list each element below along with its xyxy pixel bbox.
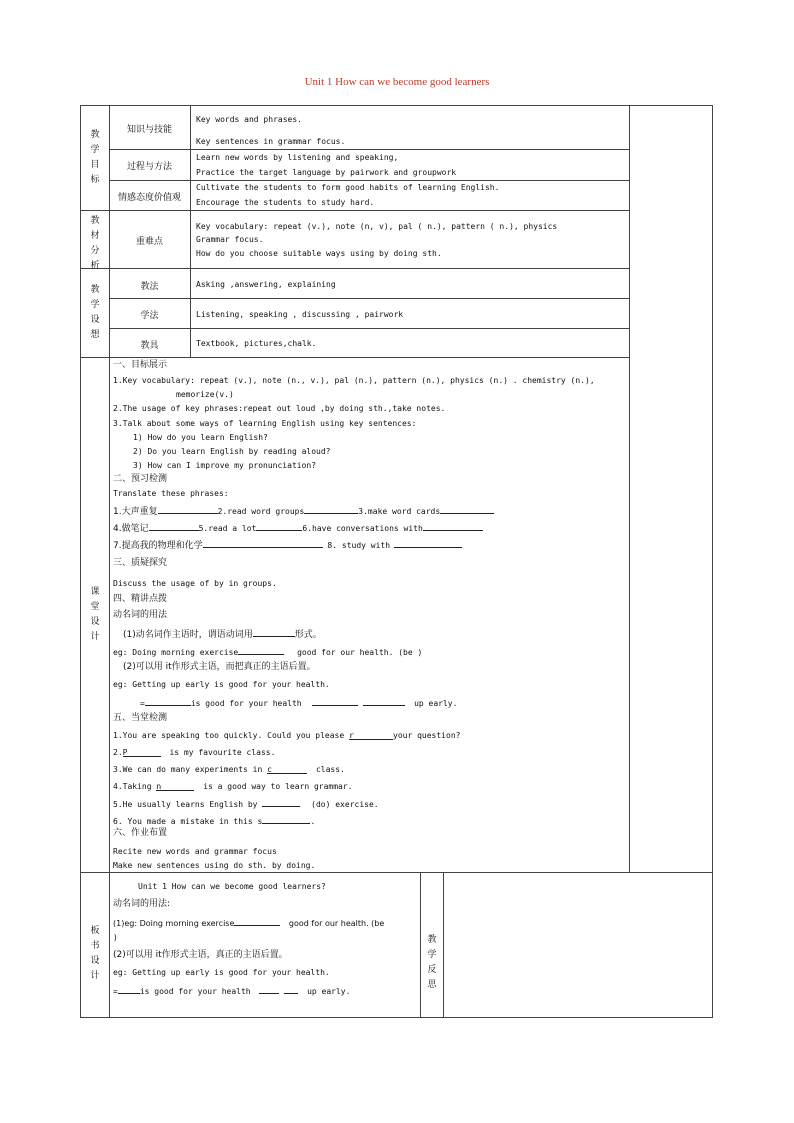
key-difficult-points-label: 重难点 <box>135 237 163 247</box>
process-method-label: 过程与方法 <box>126 162 172 172</box>
attitude-values-label: 情感态度价值观 <box>117 193 181 203</box>
homework-line-2: Make new sentences using do sth. by doing. <box>113 861 316 870</box>
test-item-6: 6. You made a mistake in this s . <box>113 817 316 826</box>
gerund-example-3: = is good for your health up early. <box>140 699 458 708</box>
board-line-1: (1)eg: Doing morning exercise good for our health. (be <box>113 919 385 928</box>
objective-line-2: 2.The usage of key phrases:repeat out loud ,by doing sth.,take notes. <box>113 404 446 413</box>
attitude-line-1: Cultivate the students to form good habits of learning English. <box>196 183 500 192</box>
gerund-example-1: eg: Doing morning exercise good for our health. (be ) <box>113 648 423 657</box>
analysis-label: 教材分析 <box>90 216 100 271</box>
section-2-heading: 二、预习检测 <box>113 474 168 484</box>
test-item-4: 4.Taking n is a good way to learn grammar. <box>113 782 353 791</box>
board-line-4: = is good for your health up early. <box>113 987 351 996</box>
homework-line-1: Recite new words and grammar focus <box>113 847 277 856</box>
teaching-method-text: Asking ,answering, explaining <box>196 280 336 289</box>
board-line-3: eg: Getting up early is good for your health. <box>113 968 330 977</box>
analysis-line-1: Key vocabulary: repeat (v.), note (n, v), pal ( n.), pattern ( n.), physics <box>196 222 558 231</box>
test-item-3: 3.We can do many experiments in c class. <box>113 765 345 774</box>
phrase-row-3: 7.提高我的物理和化学 8. study with <box>113 539 462 551</box>
objective-line-1: 1.Key vocabulary: repeat (v.), note (n., v.), pal (n.), pattern (n.), physics (n.) . chemistry (n.), <box>113 376 595 385</box>
gerund-example-2: eg: Getting up early is good for your health. <box>113 680 330 689</box>
discuss-line: Discuss the usage of by in groups. <box>113 579 277 588</box>
process-line-2: Practice the target language by pairwork and groupwork <box>196 168 457 177</box>
board-title: Unit 1 How can we become good learners? <box>138 882 326 891</box>
question-1: 1) How do you learn English? <box>133 433 268 442</box>
attitude-line-2: Encourage the students to study hard. <box>196 198 375 207</box>
board-gerund-heading: 动名词的用法: <box>113 899 171 909</box>
question-2: 2) Do you learn English by reading aloud? <box>133 447 331 456</box>
learning-method-label: 学法 <box>140 311 159 321</box>
section-5-heading: 五、当堂检测 <box>113 713 168 723</box>
knowledge-skills-label: 知识与技能 <box>126 125 172 135</box>
test-item-5: 5.He usually learns English by (do) exercise. <box>113 800 379 809</box>
section-1-heading: 一、目标展示 <box>113 360 168 370</box>
section-6-heading: 六、作业布置 <box>113 828 168 838</box>
translate-instruction: Translate these phrases: <box>113 489 229 498</box>
test-item-1: 1.You are speaking too quickly. Could you please r your question? <box>113 731 461 740</box>
test-item-2: 2.P is my favourite class. <box>113 748 276 757</box>
page-title: Unit 1 How can we become good learners <box>304 76 490 88</box>
assumptions-label: 教学设想 <box>90 285 100 340</box>
teaching-aids-text: Textbook, pictures,chalk. <box>196 339 317 348</box>
teaching-method-label: 教法 <box>140 282 159 292</box>
phrase-row-1: 1.大声重复 2.read word groups 3.make word cards <box>113 505 494 517</box>
section-3-heading: 三、质疑探究 <box>113 558 168 568</box>
learning-method-text: Listening, speaking , discussing , pairwork <box>196 310 404 319</box>
analysis-line-3: How do you choose suitable ways using by doing sth. <box>196 249 442 258</box>
gerund-rule-2: (2)可以用 it作形式主语，而把真正的主语后置。 <box>123 662 316 672</box>
gerund-rule-1: (1)动名词作主语时，谓语动词用 形式。 <box>123 630 322 640</box>
teaching-aids-label: 教具 <box>140 341 159 351</box>
section-4-heading: 四、精讲点拨 <box>113 594 168 604</box>
gerund-heading: 动名词的用法 <box>113 610 168 620</box>
board-line-1-close: ) <box>113 933 118 942</box>
board-design-label: 板书设计 <box>90 926 100 981</box>
board-line-2: (2)可以用 it作形式主语，真正的主语后置。 <box>113 950 288 960</box>
objective-line-1b: memorize(v.) <box>176 390 234 399</box>
analysis-line-2: Grammar focus. <box>196 235 264 244</box>
knowledge-line-1: Key words and phrases. <box>196 115 302 124</box>
objectives-label: 教学目标 <box>90 130 100 185</box>
reflection-label: 教学反思 <box>427 935 437 990</box>
phrase-row-2: 4.做笔记 5.read a lot 6.have conversations with <box>113 522 483 534</box>
knowledge-line-2: Key sentences in grammar focus. <box>196 137 346 146</box>
design-label: 课堂设计 <box>90 587 100 642</box>
objective-line-3: 3.Talk about some ways of learning English using key sentences: <box>113 419 417 428</box>
question-3: 3) How can I improve my pronunciation? <box>133 461 317 470</box>
process-line-1: Learn new words by listening and speaking, <box>196 153 399 162</box>
